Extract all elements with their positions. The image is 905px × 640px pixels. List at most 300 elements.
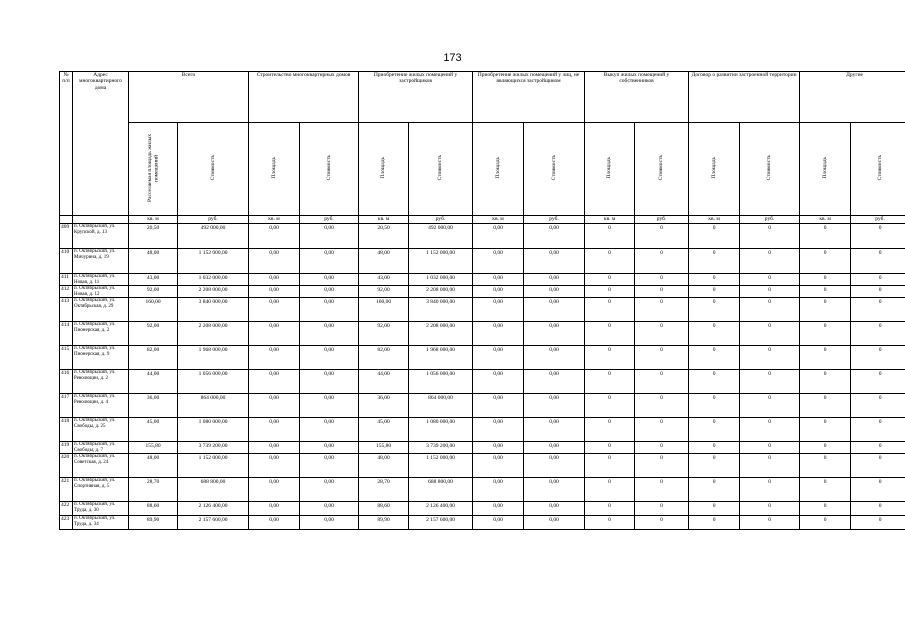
row-number: 414 (60, 322, 73, 346)
row-address: п. Октябрьский, ул. Революции, д. 2 (73, 370, 129, 394)
row-address: п. Октябрьский, ул. Спортивная, д. 5 (73, 478, 129, 502)
row-area-value: 0 (689, 478, 740, 502)
row-address: п. Октябрьский, ул. Свободы, д. 25 (73, 418, 129, 442)
table-row (60, 516, 905, 530)
header-sub-area: Площадь (359, 123, 409, 216)
row-area-value: 0 (800, 298, 851, 322)
row-cost-value: 0,00 (300, 394, 359, 418)
row-area-value: 0,00 (473, 478, 524, 502)
row-area-value: 0,00 (473, 394, 524, 418)
row-cost-value: 0 (851, 274, 905, 286)
row-area-value: 20,50 (359, 224, 409, 249)
table-row (60, 418, 905, 442)
unit-money: руб. (851, 216, 905, 224)
row-area-value: 0 (585, 286, 635, 298)
row-cost-value: 3 739 200,00 (178, 442, 249, 454)
row-area-value: 0,00 (473, 370, 524, 394)
row-cost-value: 2 157 600,00 (409, 516, 473, 530)
row-cost-value: 1 032 000,00 (178, 274, 249, 286)
table-row (60, 274, 905, 286)
row-area-value: 0 (585, 322, 635, 346)
row-cost-value: 0 (635, 249, 689, 274)
row-cost-value: 0,00 (524, 418, 585, 442)
unit-area: кв. м (129, 216, 178, 224)
row-number: 409 (60, 224, 73, 249)
row-cost-value: 1 152 000,00 (178, 249, 249, 274)
row-address: п. Октябрьский, ул. Пионерская, д. 9 (73, 346, 129, 370)
row-area-value: 92,00 (129, 286, 178, 298)
unit-area: кв. м (800, 216, 851, 224)
row-area-value: 36,00 (359, 394, 409, 418)
row-area-value: 0,00 (473, 249, 524, 274)
row-cost-value: 1 152 000,00 (409, 454, 473, 478)
row-cost-value: 0 (635, 478, 689, 502)
row-cost-value: 0,00 (524, 502, 585, 516)
row-area-value: 0 (689, 224, 740, 249)
row-cost-value: 0 (740, 286, 800, 298)
row-area-value: 0 (585, 442, 635, 454)
row-area-value: 0,00 (249, 249, 300, 274)
row-area-value: 0,00 (249, 224, 300, 249)
header-group-purchase-developers: Приобретение жилых помещений у застройщиков (359, 72, 473, 123)
row-number: 422 (60, 502, 73, 516)
row-cost-value: 0 (851, 516, 905, 530)
row-area-value: 0,00 (473, 286, 524, 298)
row-cost-value: 0 (635, 346, 689, 370)
row-area-value: 0,00 (473, 274, 524, 286)
header-sub-cost: Стоимость (635, 123, 689, 216)
row-area-value: 0 (800, 224, 851, 249)
row-area-value: 0 (585, 370, 635, 394)
row-area-value: 0,00 (249, 418, 300, 442)
row-address: п. Октябрьский, ул. Новая, д. 11 (73, 274, 129, 286)
row-cost-value: 0 (851, 418, 905, 442)
row-cost-value: 0,00 (300, 442, 359, 454)
row-cost-value: 0 (635, 274, 689, 286)
row-cost-value: 864 000,00 (178, 394, 249, 418)
row-area-value: 155,80 (129, 442, 178, 454)
row-area-value: 0 (689, 286, 740, 298)
unit-money: руб. (635, 216, 689, 224)
row-area-value: 0 (800, 370, 851, 394)
row-cost-value: 1 056 000,00 (409, 370, 473, 394)
row-area-value: 28,70 (129, 478, 178, 502)
table-row (60, 224, 905, 249)
row-cost-value: 0,00 (300, 516, 359, 530)
row-area-value: 0 (585, 224, 635, 249)
row-area-value: 0,00 (249, 516, 300, 530)
row-area-value: 0 (585, 249, 635, 274)
row-address: п. Октябрьский, ул. Октябрьская, д. 29 (73, 298, 129, 322)
row-area-value: 36,00 (129, 394, 178, 418)
row-cost-value: 1 968 000,00 (409, 346, 473, 370)
row-cost-value: 0 (851, 502, 905, 516)
row-cost-value: 0,00 (524, 516, 585, 530)
header-sub-area: Площадь (800, 123, 851, 216)
row-area-value: 0,00 (473, 502, 524, 516)
row-cost-value: 0 (851, 394, 905, 418)
header-num: № п/п (60, 72, 73, 216)
row-cost-value: 0,00 (300, 478, 359, 502)
row-cost-value: 0 (740, 322, 800, 346)
row-cost-value: 0 (851, 478, 905, 502)
row-area-value: 82,00 (359, 346, 409, 370)
row-cost-value: 2 208 000,00 (178, 322, 249, 346)
unit-area: кв. м (689, 216, 740, 224)
row-area-value: 0,00 (473, 516, 524, 530)
row-area-value: 44,00 (129, 370, 178, 394)
row-area-value: 0 (689, 516, 740, 530)
row-area-value: 0,00 (473, 322, 524, 346)
row-cost-value: 0 (740, 454, 800, 478)
row-area-value: 88,60 (359, 502, 409, 516)
row-area-value: 0 (800, 274, 851, 286)
row-area-value: 0 (689, 249, 740, 274)
row-cost-value: 0 (851, 249, 905, 274)
row-area-value: 0,00 (249, 478, 300, 502)
row-cost-value: 0 (740, 224, 800, 249)
row-area-value: 0 (800, 502, 851, 516)
row-cost-value: 0 (851, 454, 905, 478)
row-cost-value: 0,00 (300, 322, 359, 346)
header-sub-area: Площадь (585, 123, 635, 216)
row-cost-value: 0,00 (524, 286, 585, 298)
header-total-cost: Стоимость (178, 123, 249, 216)
row-area-value: 0 (800, 346, 851, 370)
unit-money: руб. (178, 216, 249, 224)
header-address: Адрес многоквартирного дома (73, 72, 129, 216)
row-area-value: 0,00 (249, 322, 300, 346)
row-cost-value: 3 840 000,00 (409, 298, 473, 322)
header-total-area: Расселяемая площадь жилых помещений (129, 123, 178, 216)
table-row (60, 298, 905, 322)
row-cost-value: 0,00 (300, 454, 359, 478)
row-cost-value: 0 (635, 502, 689, 516)
row-area-value: 48,00 (359, 454, 409, 478)
row-area-value: 0,00 (473, 346, 524, 370)
row-address: п. Октябрьский, ул. Революции, д. 4 (73, 394, 129, 418)
row-area-value: 0 (689, 346, 740, 370)
row-cost-value: 1 080 000,00 (409, 418, 473, 442)
header-group-territory-development: Договор о развитии застроенной территории (689, 72, 800, 123)
row-cost-value: 0 (635, 322, 689, 346)
row-cost-value: 0 (851, 442, 905, 454)
table-row (60, 249, 905, 274)
row-cost-value: 0 (851, 322, 905, 346)
row-area-value: 92,00 (359, 322, 409, 346)
header-sub-cost: Стоимость (740, 123, 800, 216)
row-area-value: 0 (689, 442, 740, 454)
row-cost-value: 0 (740, 418, 800, 442)
row-cost-value: 688 800,00 (178, 478, 249, 502)
row-cost-value: 2 208 000,00 (409, 322, 473, 346)
table-row (60, 322, 905, 346)
header-sub-cost: Стоимость (524, 123, 585, 216)
row-cost-value: 0,00 (524, 442, 585, 454)
row-cost-value: 1 080 000,00 (178, 418, 249, 442)
row-area-value: 45,00 (359, 418, 409, 442)
row-cost-value: 0,00 (300, 298, 359, 322)
row-cost-value: 0,00 (524, 370, 585, 394)
header-sub-row (60, 123, 905, 216)
row-area-value: 0 (689, 274, 740, 286)
row-area-value: 0,00 (473, 454, 524, 478)
row-address: п. Октябрьский, ул. Пионерская, д. 2 (73, 322, 129, 346)
row-area-value: 0 (585, 394, 635, 418)
row-area-value: 0 (689, 394, 740, 418)
row-area-value: 0,00 (249, 286, 300, 298)
header-sub-cost: Стоимость (409, 123, 473, 216)
header-group-total: Всего (129, 72, 249, 123)
row-area-value: 0 (800, 516, 851, 530)
row-address: п. Октябрьский, ул. Крупской, д. 13 (73, 224, 129, 249)
row-cost-value: 0,00 (300, 286, 359, 298)
unit-money: руб. (524, 216, 585, 224)
row-area-value: 0,00 (473, 224, 524, 249)
row-number: 417 (60, 394, 73, 418)
header-group-row (60, 72, 905, 123)
header-group-construction: Строительство многоквартирных домов (249, 72, 359, 123)
header-sub-area: Площадь (473, 123, 524, 216)
housing-registry-table (59, 71, 905, 530)
row-cost-value: 0,00 (300, 274, 359, 286)
row-cost-value: 0 (740, 478, 800, 502)
unit-money: руб. (740, 216, 800, 224)
row-area-value: 0,00 (249, 274, 300, 286)
row-cost-value: 0 (635, 370, 689, 394)
table-row (60, 394, 905, 418)
row-area-value: 0 (800, 478, 851, 502)
row-area-value: 88,60 (129, 502, 178, 516)
row-cost-value: 1 152 000,00 (409, 249, 473, 274)
row-cost-value: 1 056 000,00 (178, 370, 249, 394)
row-cost-value: 0 (635, 454, 689, 478)
row-cost-value: 0 (740, 502, 800, 516)
unit-area: кв. м (249, 216, 300, 224)
row-cost-value: 0 (740, 442, 800, 454)
row-address: п. Октябрьский, ул. Новая, д. 12 (73, 286, 129, 298)
row-area-value: 0,00 (473, 298, 524, 322)
row-area-value: 0 (800, 418, 851, 442)
row-cost-value: 2 126 400,00 (178, 502, 249, 516)
row-cost-value: 0,00 (524, 249, 585, 274)
row-cost-value: 0,00 (524, 394, 585, 418)
row-cost-value: 0,00 (524, 478, 585, 502)
row-number: 411 (60, 274, 73, 286)
row-number: 418 (60, 418, 73, 442)
row-cost-value: 0,00 (524, 274, 585, 286)
row-area-value: 92,00 (129, 322, 178, 346)
row-area-value: 0 (689, 322, 740, 346)
row-area-value: 0,00 (249, 502, 300, 516)
row-area-value: 0 (800, 322, 851, 346)
table-row (60, 454, 905, 478)
row-number: 416 (60, 370, 73, 394)
row-area-value: 155,80 (359, 442, 409, 454)
row-area-value: 0 (585, 516, 635, 530)
row-cost-value: 0 (635, 298, 689, 322)
row-area-value: 0,00 (473, 442, 524, 454)
row-cost-value: 0 (635, 442, 689, 454)
row-area-value: 82,00 (129, 346, 178, 370)
row-address: п. Октябрьский, ул. Свободы, д. 7 (73, 442, 129, 454)
row-cost-value: 0,00 (300, 224, 359, 249)
row-area-value: 0,00 (249, 394, 300, 418)
row-area-value: 160,00 (359, 298, 409, 322)
header-sub-cost: Стоимость (300, 123, 359, 216)
row-address: п. Октябрьский, ул. Труда, д. 30 (73, 502, 129, 516)
row-cost-value: 0 (740, 370, 800, 394)
row-cost-value: 0,00 (524, 298, 585, 322)
row-number: 421 (60, 478, 73, 502)
row-cost-value: 0 (851, 224, 905, 249)
row-cost-value: 0 (635, 418, 689, 442)
header-group-other: Другие (800, 72, 905, 123)
row-area-value: 0 (585, 418, 635, 442)
units-spacer (73, 216, 129, 224)
row-number: 420 (60, 454, 73, 478)
row-area-value: 0 (585, 346, 635, 370)
row-area-value: 0 (800, 394, 851, 418)
row-area-value: 0,00 (249, 346, 300, 370)
table-row (60, 478, 905, 502)
row-cost-value: 0 (740, 346, 800, 370)
row-area-value: 0 (800, 286, 851, 298)
row-cost-value: 0 (740, 249, 800, 274)
unit-area: кв. м (359, 216, 409, 224)
row-area-value: 89,90 (129, 516, 178, 530)
row-area-value: 43,00 (129, 274, 178, 286)
row-area-value: 0 (689, 454, 740, 478)
row-area-value: 160,00 (129, 298, 178, 322)
table-row (60, 346, 905, 370)
row-cost-value: 0,00 (300, 418, 359, 442)
row-cost-value: 0 (740, 298, 800, 322)
row-cost-value: 0,00 (300, 346, 359, 370)
row-cost-value: 3 840 000,00 (178, 298, 249, 322)
row-area-value: 20,50 (129, 224, 178, 249)
row-cost-value: 492 000,00 (409, 224, 473, 249)
unit-money: руб. (409, 216, 473, 224)
table-row (60, 502, 905, 516)
row-cost-value: 492 000,00 (178, 224, 249, 249)
row-area-value: 48,00 (359, 249, 409, 274)
row-cost-value: 0 (851, 298, 905, 322)
row-area-value: 44,00 (359, 370, 409, 394)
row-area-value: 0 (800, 442, 851, 454)
row-area-value: 43,00 (359, 274, 409, 286)
unit-area: кв. м (473, 216, 524, 224)
row-area-value: 48,00 (129, 249, 178, 274)
row-number: 419 (60, 442, 73, 454)
row-cost-value: 2 208 000,00 (178, 286, 249, 298)
row-cost-value: 0 (740, 516, 800, 530)
row-cost-value: 2 126 400,00 (409, 502, 473, 516)
row-cost-value: 0 (635, 286, 689, 298)
row-cost-value: 1 152 000,00 (178, 454, 249, 478)
row-cost-value: 688 800,00 (409, 478, 473, 502)
row-cost-value: 864 000,00 (409, 394, 473, 418)
row-area-value: 28,70 (359, 478, 409, 502)
row-cost-value: 0,00 (300, 249, 359, 274)
table-row (60, 370, 905, 394)
row-cost-value: 2 157 600,00 (178, 516, 249, 530)
row-area-value: 0,00 (249, 298, 300, 322)
header-group-buyout-owners: Выкуп жилых помещений у собственников (585, 72, 689, 123)
row-cost-value: 0 (635, 224, 689, 249)
page-number: 173 (443, 52, 462, 64)
row-area-value: 48,00 (129, 454, 178, 478)
row-area-value: 0 (689, 418, 740, 442)
header-sub-area: Площадь (689, 123, 740, 216)
row-area-value: 0 (585, 274, 635, 286)
row-area-value: 0 (585, 502, 635, 516)
row-area-value: 0 (585, 298, 635, 322)
header-sub-cost: Стоимость (851, 123, 905, 216)
row-area-value: 0,00 (249, 370, 300, 394)
row-cost-value: 0,00 (300, 370, 359, 394)
table-row (60, 286, 905, 298)
row-area-value: 0 (689, 370, 740, 394)
row-area-value: 92,00 (359, 286, 409, 298)
row-number: 413 (60, 298, 73, 322)
row-cost-value: 0,00 (524, 454, 585, 478)
row-area-value: 89,90 (359, 516, 409, 530)
row-area-value: 0,00 (473, 418, 524, 442)
header-sub-area: Площадь (249, 123, 300, 216)
unit-money: руб. (300, 216, 359, 224)
row-address: п. Октябрьский, ул. Мичурина, д. 19 (73, 249, 129, 274)
row-cost-value: 1 968 000,00 (178, 346, 249, 370)
row-area-value: 0 (800, 454, 851, 478)
row-area-value: 0 (800, 249, 851, 274)
row-number: 423 (60, 516, 73, 530)
row-cost-value: 0,00 (524, 346, 585, 370)
row-cost-value: 0,00 (524, 224, 585, 249)
row-cost-value: 0 (740, 274, 800, 286)
row-area-value: 45,00 (129, 418, 178, 442)
row-area-value: 0,00 (249, 454, 300, 478)
row-number: 410 (60, 249, 73, 274)
table-row (60, 442, 905, 454)
row-cost-value: 0 (635, 516, 689, 530)
table-body (60, 224, 905, 530)
row-cost-value: 1 032 000,00 (409, 274, 473, 286)
row-cost-value: 3 739 200,00 (409, 442, 473, 454)
header-group-purchase-non-developers: Приобретение жилых помещений у лиц, не являющихся застройщиком (473, 72, 585, 123)
row-area-value: 0 (585, 478, 635, 502)
row-address: п. Октябрьский, ул. Советская, д. 24 (73, 454, 129, 478)
row-cost-value: 0 (851, 370, 905, 394)
row-cost-value: 0 (851, 286, 905, 298)
row-number: 412 (60, 286, 73, 298)
row-cost-value: 0,00 (524, 322, 585, 346)
header-units-row (60, 216, 905, 224)
row-cost-value: 0 (635, 394, 689, 418)
row-cost-value: 0,00 (300, 502, 359, 516)
row-area-value: 0 (689, 502, 740, 516)
unit-area: кв. м (585, 216, 635, 224)
row-number: 415 (60, 346, 73, 370)
row-area-value: 0,00 (249, 442, 300, 454)
row-area-value: 0 (585, 454, 635, 478)
row-cost-value: 0 (740, 394, 800, 418)
row-address: п. Октябрьский, ул. Труда, д. 34 (73, 516, 129, 530)
row-cost-value: 2 208 000,00 (409, 286, 473, 298)
row-cost-value: 0 (851, 346, 905, 370)
row-area-value: 0 (689, 298, 740, 322)
units-spacer (60, 216, 73, 224)
